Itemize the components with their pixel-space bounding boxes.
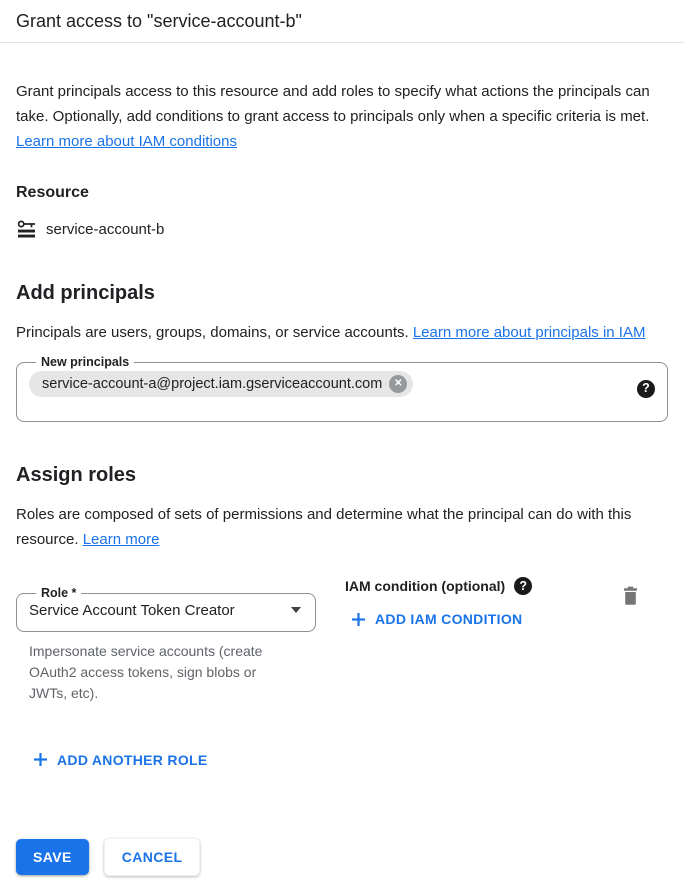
add-iam-condition-label: ADD IAM CONDITION [375,611,523,627]
principals-help-icon[interactable]: ? [637,380,655,398]
add-principals-heading: Add principals [16,282,155,304]
roles-learn-more-link[interactable]: Learn more [82,531,160,548]
principals-paragraph [16,320,666,345]
remove-principal-icon[interactable]: ✕ [389,375,407,393]
plus-icon [33,752,48,767]
learn-more-iam-conditions-link[interactable]: Learn more about IAM conditions [16,133,237,150]
service-account-icon [16,219,37,240]
iam-condition-column [345,576,532,631]
resource-name: service-account-b [46,221,165,238]
principals-text: Principals are users, groups, domains, or service accounts. [16,324,413,341]
add-another-role-button[interactable] [27,748,214,772]
dropdown-arrow-icon [291,607,301,613]
learn-more-principals-link[interactable]: Learn more about principals in IAM [412,324,646,341]
resource-row [16,219,668,240]
dialog-actions [16,838,668,876]
resource-heading: Resource [16,184,89,201]
delete-role-button[interactable] [620,584,641,608]
intro-paragraph [16,79,666,154]
roles-text: Roles are composed of sets of permissions and determine what the principal can do with this resource. [16,506,632,548]
cancel-button[interactable]: CANCEL [104,838,201,876]
roles-paragraph [16,502,666,552]
assign-roles-heading: Assign roles [16,464,137,486]
iam-condition-help-icon[interactable]: ? [514,577,532,595]
plus-icon [351,612,366,627]
principal-chip[interactable] [29,371,413,397]
add-another-role-label: ADD ANOTHER ROLE [57,751,208,768]
role-row [16,576,668,704]
new-principals-label: New principals [41,355,130,369]
add-iam-condition-button[interactable] [345,607,528,631]
intro-text: Grant principals access to this resource and add roles to specify what actions the principals can take. Optionally, add conditions to grant access to principals only when a specific criteria is met. [16,83,650,125]
role-selected-value: Service Account Token Creator [29,601,235,619]
new-principals-field[interactable] [16,356,668,422]
dialog-title: Grant access to "service-account-b" [0,0,684,43]
role-column [16,576,316,704]
principal-chip-value: service-account-a@project.iam.gserviceaccount.com [42,375,383,392]
trash-icon [622,586,639,606]
save-button[interactable]: SAVE [16,839,89,875]
iam-condition-label: IAM condition (optional) [345,578,506,594]
role-label: Role * [41,586,77,600]
role-select[interactable] [16,587,316,632]
role-description: Impersonate service accounts (create OAuth2 access tokens, sign blobs or JWTs, etc). [29,642,263,701]
